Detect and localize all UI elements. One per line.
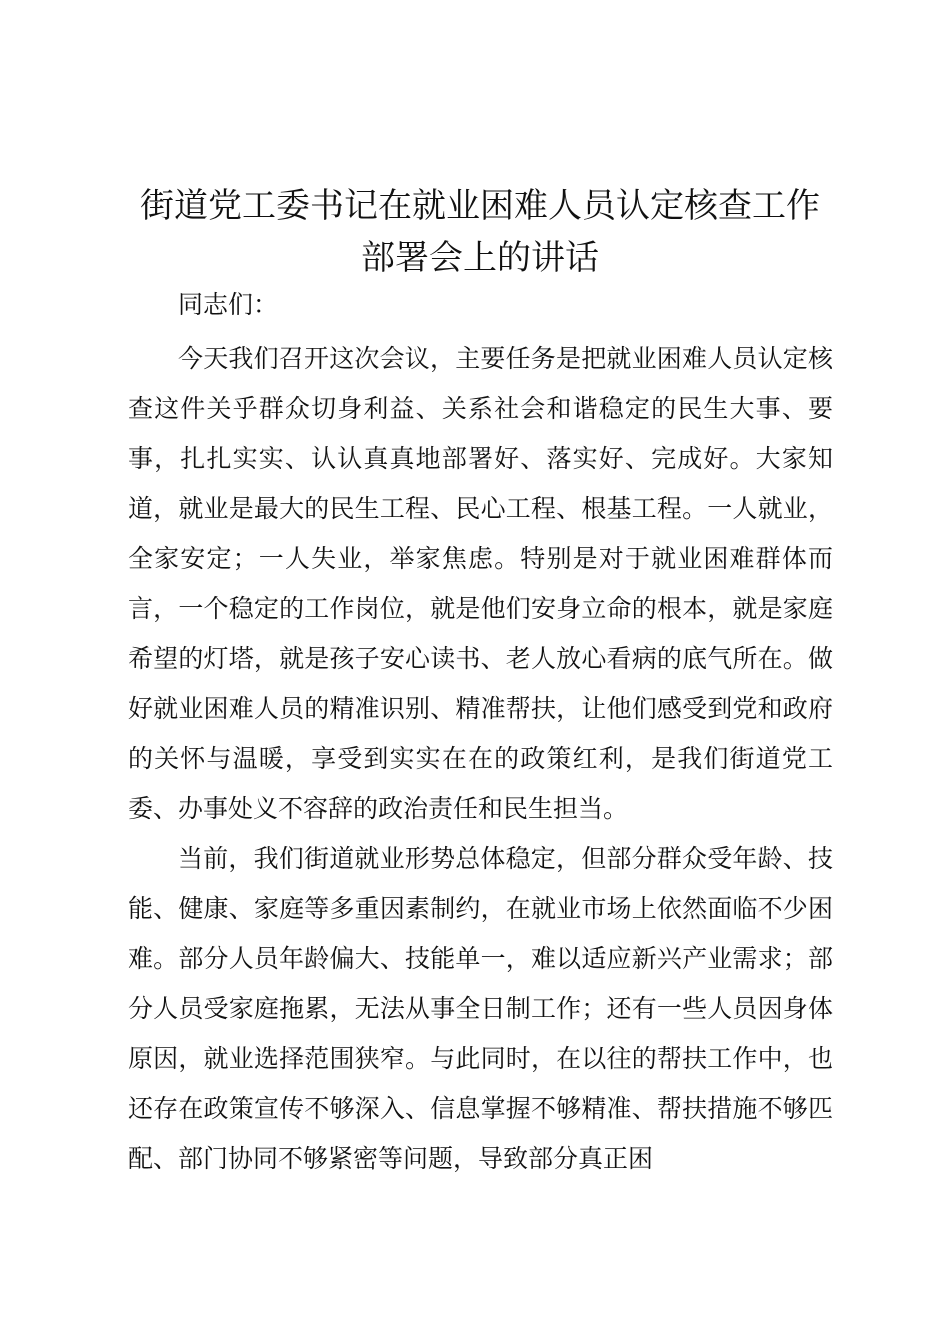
- paragraph-2: 当前，我们街道就业形势总体稳定，但部分群众受年龄、技能、健康、家庭等多重因素制约，在就业市场上依然面临不少困难。部分人员年龄偏大、技能单一，难以适应新兴产业需求；部分人员受家庭拖累，无法从事全日制工作；还有一些人员因身体原因，就业选择范围狭窄。与此同时，在以往的帮扶工作中，也还存在政策宣传不够深入、信息掌握不够精准、帮扶措施不够匹配、部门协同不够紧密等问题，导致部分真正困: [128, 844, 833, 1173]
- greeting: 同志们：: [178, 290, 279, 319]
- document-body: [128, 280, 833, 1184]
- paragraph-1: 今天我们召开这次会议，主要任务是把就业困难人员认定核查这件关乎群众切身利益、关系社会和谐稳定的民生大事、要事，扎扎实实、认认真真地部署好、落实好、完成好。大家知道，就业是最大的民生工程、民心工程、根基工程。一人就业，全家安定；一人失业，举家焦虑。特别是对于就业困难群体而言，一个稳定的工作岗位，就是他们安身立命的根本，就是家庭希望的灯塔，就是孩子安心读书、老人放心看病的底气所在。做好就业困难人员的精准识别、精准帮扶，让他们感受到党和政府的关怀与温暖，享受到实实在在的政策红利，是我们街道党工委、办事处义不容辞的政治责任和民生担当。: [128, 344, 833, 823]
- title-line-2: 部署会上的讲话: [361, 238, 599, 278]
- title-line-1: 街道党工委书记在就业困难人员认定核查工作: [140, 186, 820, 226]
- document-title: [110, 180, 850, 284]
